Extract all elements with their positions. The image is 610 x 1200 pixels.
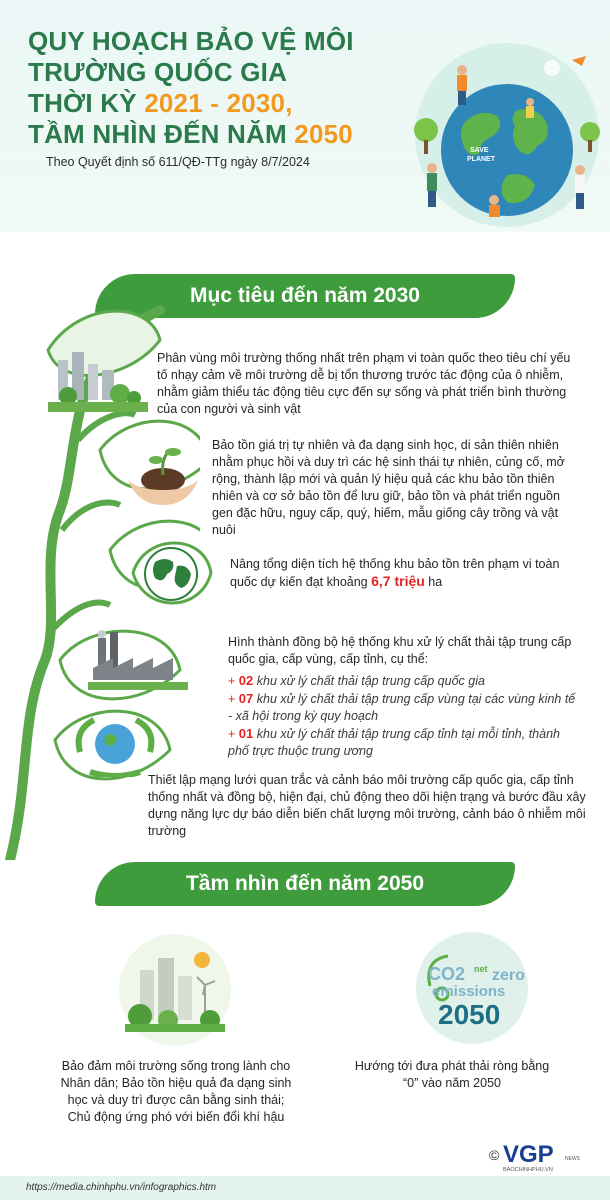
goal-item-monitoring-network: Thiết lập mạng lưới quan trắc và cảnh báo môi trường cấp quốc gia, cấp tỉnh thống nhất và đồng bộ, hiện đại, chủ động theo dõi hiện trạng và bước đầu xây dựng năng lực dự báo diễn biến chất lượng môi trường, cảnh báo ô nhiễm môi trường bbox=[148, 773, 586, 838]
save-planet-globe-illustration bbox=[412, 40, 602, 230]
page-subtitle: Theo Quyết định số 611/QĐ-TTg ngày 8/7/2024 bbox=[46, 155, 310, 169]
globe-save-text: SAVE bbox=[470, 147, 489, 154]
logo-news-text: NEWS bbox=[565, 1156, 580, 1162]
source-link[interactable]: https://media.chinhphu.vn/infographics.htm bbox=[26, 1182, 217, 1193]
logo-sub-text: BAOCHINHPHU.VN bbox=[503, 1167, 553, 1173]
recycle-earth-icon bbox=[70, 712, 160, 777]
section-heading-2030: Mục tiêu đến năm 2030 bbox=[95, 274, 515, 318]
waste-treatment-intro: Hình thành đồng bộ hệ thống khu xử lý chất thải tập trung cấp quốc gia, cấp vùng, cấp tỉnh, cụ thể: bbox=[228, 635, 572, 666]
net-zero-emissions-2050-badge bbox=[402, 928, 542, 1048]
page-title bbox=[28, 26, 408, 150]
badge-zero-text: zero bbox=[492, 967, 525, 984]
hands-holding-seedling-icon bbox=[118, 440, 208, 510]
goal-item-biodiversity-conservation: Bảo tồn giá trị tự nhiên và đa dạng sinh học, di sản thiên nhiên nhằm phục hồi và duy trì các hệ sinh thái tự nhiên, củng cố, mở rộng, thành lập mới và quản lý hiệu quả các khu bảo tồn thiên nhiên và cơ sở bảo tồn để lưu giữ, bảo tồn và phát triển nguồn gen đặc hữu, nguy cấp, quý, hiếm, mẫu giống cây trồng và vật nuôi bbox=[212, 438, 565, 537]
logo-copyright-symbol: © bbox=[489, 1147, 500, 1163]
green-city-circle-icon bbox=[110, 930, 240, 1050]
badge-emissions-text: emissions bbox=[432, 983, 506, 1000]
badge-net-text: net bbox=[474, 964, 488, 974]
title-line-3: THỜI KỲ 2021 - 2030, bbox=[28, 88, 293, 118]
protected-area-value: 6,7 triệu bbox=[371, 573, 425, 589]
goal-item-protected-area: Nâng tổng diện tích hệ thống khu bảo tồn trên phạm vi toàn quốc dự kiến đạt khoảng 6,7 triệu ha bbox=[230, 557, 560, 589]
title-period-highlight: 2021 - 2030, bbox=[144, 88, 293, 118]
city-nature-icon bbox=[48, 350, 148, 420]
vision-item-net-zero: Hướng tới đưa phát thải ròng bằng “0” vào năm 2050 bbox=[354, 1059, 550, 1090]
vgp-logo bbox=[489, 1138, 584, 1174]
waste-sub-item-provincial: + 01 khu xử lý chất thải tập trung cấp tỉnh tại mỗi tỉnh, thành phố trực thuộc trung ương bbox=[228, 726, 560, 758]
section-heading-2050: Tầm nhìn đến năm 2050 bbox=[95, 862, 515, 906]
factory-icon bbox=[88, 630, 188, 690]
header-banner bbox=[0, 0, 610, 232]
title-line-1: QUY HOẠCH BẢO VỆ MÔI bbox=[28, 26, 354, 56]
vision-item-clean-environment: Bảo đảm môi trường sống trong lành cho Nhân dân; Bảo tồn hiệu quả đa dạng sinh học và duy trì được cân bằng sinh thái; Chủ động ứng phó với biến đổi khí hậu bbox=[60, 1059, 292, 1124]
waste-sub-item-national: + 02 khu xử lý chất thải tập trung cấp quốc gia bbox=[228, 673, 485, 688]
earth-globe-leaf-icon bbox=[125, 528, 215, 618]
goal-item-environment-zoning: Phân vùng môi trường thống nhất trên phạm vi toàn quốc theo tiêu chí yếu tố nhạy cảm về môi trường dễ bị tổn thương trước tác động của ô nhiễm, nhằm giảm thiểu tác động tiêu cực đến sự sống và phát triển bình thường của con người và sinh vật bbox=[157, 351, 571, 416]
title-vision-year-highlight: 2050 bbox=[294, 119, 353, 149]
title-line-2: TRƯỜNG QUỐC GIA bbox=[28, 57, 288, 87]
logo-vgp-text: VGP bbox=[503, 1141, 554, 1168]
badge-year-text: 2050 bbox=[438, 999, 501, 1030]
footer-bar bbox=[0, 1176, 610, 1200]
globe-planet-text: PLANET bbox=[467, 156, 495, 163]
badge-co2-text: CO2 bbox=[428, 964, 466, 984]
goal-item-waste-treatment bbox=[228, 634, 578, 760]
waste-sub-item-regional: + 07 khu xử lý chất thải tập trung cấp vùng tại các vùng kinh tế - xã hội trong kỳ quy hoạch bbox=[228, 691, 576, 723]
title-line-4: TẦM NHÌN ĐẾN NĂM 2050 bbox=[28, 119, 353, 149]
